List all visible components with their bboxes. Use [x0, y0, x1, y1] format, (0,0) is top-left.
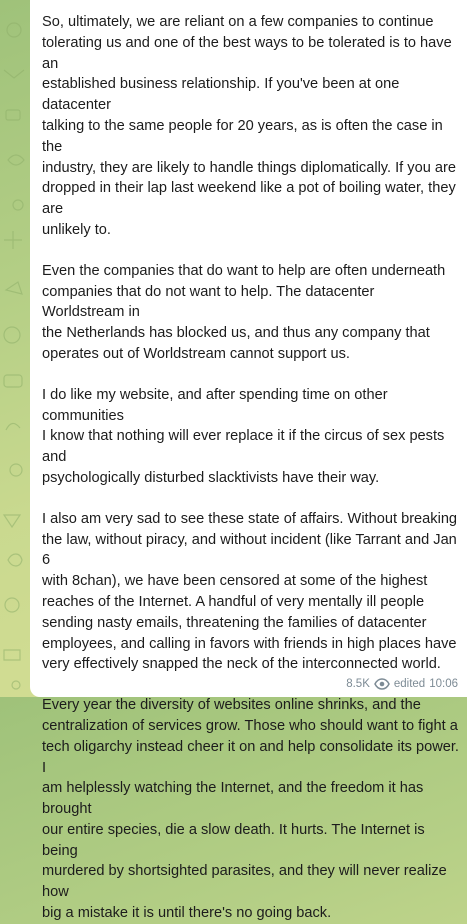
- message-paragraph: I also am very sad to see these state of affairs. Without breaking the law, without piracy, and without incident (like Tarrant and Jan 6 with 8chan), we have been censored at some of the highest reaches of the Internet. A handful of very mentally ill people sending nasty emails, threatening the families of datacenter employees, and calling in favors with friends in high places have very effectively snapped the neck of the interconnected world.: [42, 510, 458, 673]
- message-paragraph: Every year the diversity of websites online shrinks, and the centralization of services grow. Those who should want to fight a tech oligarchy instead cheer it on and help consolidate its power. I am helplessly watching the Internet, and the freedom it has brought our entire species, die a slow death. It hurts. The Internet is being murdered by shortsighted parasites, and they will never realize how big a mistake it is until there's no going back.: [42, 697, 459, 922]
- eye-icon: [374, 678, 390, 690]
- message-paragraph: Even the companies that do want to help are often underneath companies that do not want to help. The datacenter Worldstream in the Netherlands has blocked us, and thus any company that operates out of Worldstream cannot support us.: [42, 262, 446, 362]
- message-time: 10:06: [429, 678, 458, 690]
- edited-label: edited: [393, 678, 426, 690]
- message-paragraph: I do like my website, and after spending time on other communities I know that nothing will ever replace it if the circus of sex pests and psychologically disturbed slacktivists have their way.: [42, 386, 445, 486]
- message-bubble[interactable]: [30, 0, 467, 922]
- message-meta: [342, 678, 458, 690]
- view-count: 8.5K: [346, 678, 370, 690]
- message-paragraph: So, ultimately, we are reliant on a few companies to continue tolerating us and one of the best ways to be tolerated is to have an established business relationship. If you've been at one datacenter talking to the same people for 20 years, as is often the case in the industry, they are likely to handle things diplomatically. If you are dropped in their lap last weekend like a pot of boiling water, they are unlikely to.: [42, 14, 456, 238]
